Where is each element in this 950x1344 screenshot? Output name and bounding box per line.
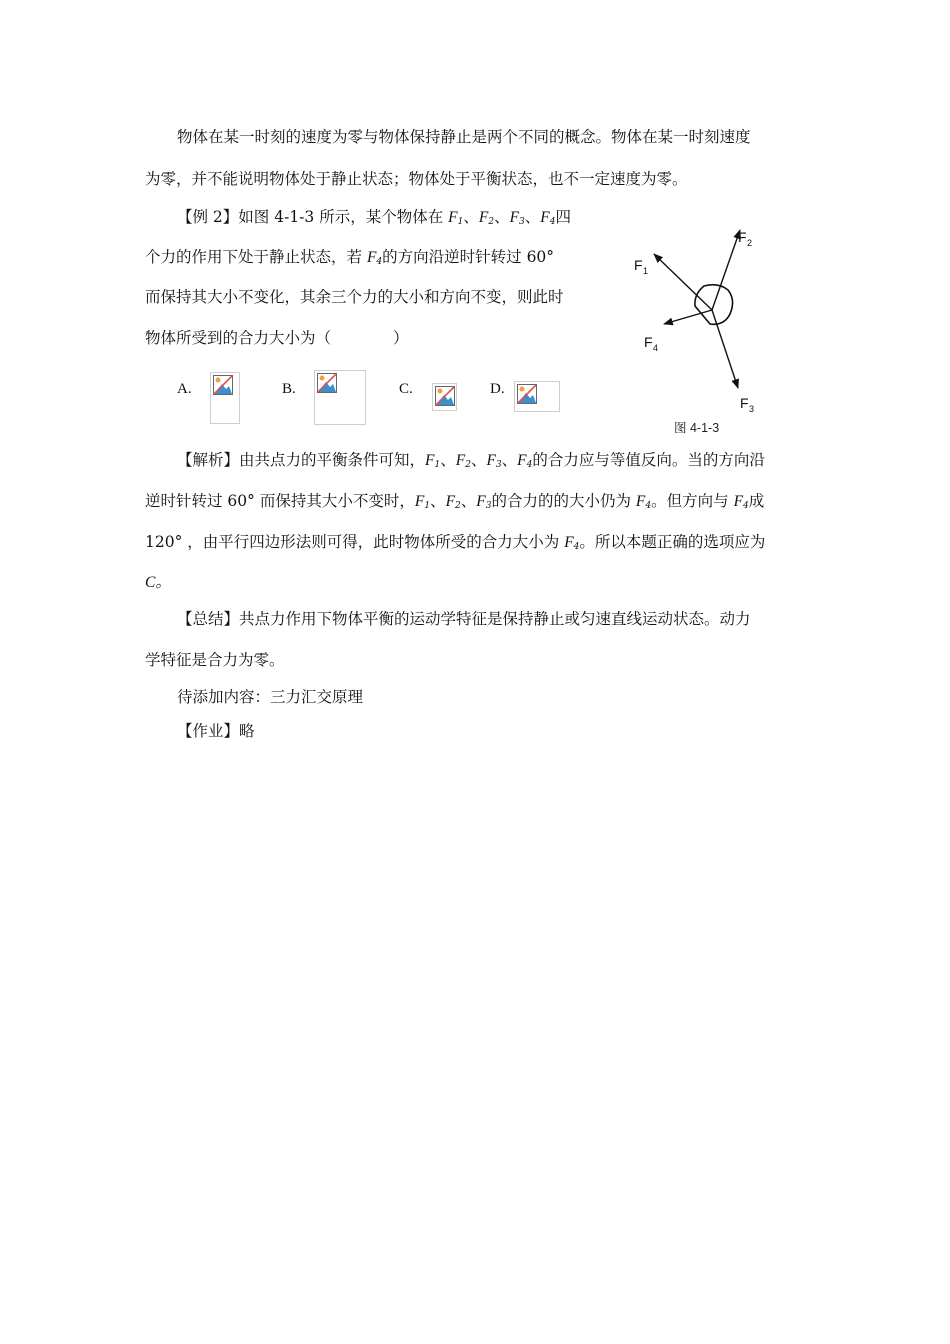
broken-image-icon <box>435 386 455 406</box>
force-f3-arrow <box>712 310 738 388</box>
label-f2: F <box>738 229 747 245</box>
label-f3-sub: 3 <box>749 404 755 414</box>
paragraph-1-line-1: 物体在某一时刻的速度为零与物体保持静止是两个不同的概念。物体在某一时刻速度 <box>177 128 751 146</box>
option-a-image <box>210 372 240 424</box>
summary-line-1: 【总结】共点力作用下物体平衡的运动学特征是保持静止或匀速直线运动状态。动力 <box>177 610 751 628</box>
example-line-2: 个力的作用下处于静止状态，若 $F_4$的方向沿逆时针转过 60° <box>145 248 555 267</box>
option-b-label: B. <box>282 381 296 397</box>
example-line-3: 而保持其大小不变化，其余三个力的大小和方向不变，则此时 <box>145 288 564 306</box>
example-line-4: 物体所受到的合力大小为（ ） <box>145 329 409 347</box>
option-c-image <box>432 383 457 411</box>
analysis-line-2: 逆时针转过 60° 而保持其大小不变时，$F_1$、$F_2$、$F_3$的合力的的大小仍为 $F_4$。但方向与 $F_4$成 <box>145 492 765 511</box>
option-a-label: A. <box>177 381 192 397</box>
example-line-1: 【例 2】如图 4-1-3 所示，某个物体在 $F_1$、$F_2$、$F_3$、$F_4$四 <box>177 208 572 227</box>
option-c-label: C. <box>399 381 413 397</box>
option-b-image <box>314 370 366 425</box>
label-f4-sub: 4 <box>653 343 659 353</box>
option-d-label: D. <box>490 381 505 397</box>
analysis-line-3: 120° ，由平行四边形法则可得，此时物体所受的合力大小为 $F_4$。所以本题正确的选项应为 <box>145 533 766 552</box>
option-d-image <box>514 381 560 412</box>
figure-caption: 图 4-1-3 <box>674 421 720 435</box>
homework: 【作业】略 <box>177 722 255 740</box>
paragraph-1-line-2: 为零，并不能说明物体处于静止状态；物体处于平衡状态，也不一定速度为零。 <box>145 170 688 188</box>
label-f2-sub: 2 <box>747 238 753 248</box>
summary-line-2: 学特征是合力为零。 <box>145 651 285 669</box>
broken-image-icon <box>317 373 337 393</box>
label-f1: F <box>634 257 643 273</box>
force-diagram <box>628 222 778 422</box>
force-f1-arrow <box>654 254 712 310</box>
label-f3: F <box>740 395 749 411</box>
broken-image-icon <box>517 384 537 404</box>
label-f4: F <box>644 334 653 350</box>
analysis-line-4: C。 <box>145 574 171 591</box>
broken-image-icon <box>213 375 233 395</box>
analysis-line-1: 【解析】由共点力的平衡条件可知，$F_1$、$F_2$、$F_3$、$F_4$的合力应与等值反向。当的方向沿 <box>177 451 765 470</box>
todo-note: 待添加内容：三力汇交原理 <box>177 688 364 706</box>
force-f2-arrow <box>712 230 740 310</box>
label-f1-sub: 1 <box>643 266 649 276</box>
